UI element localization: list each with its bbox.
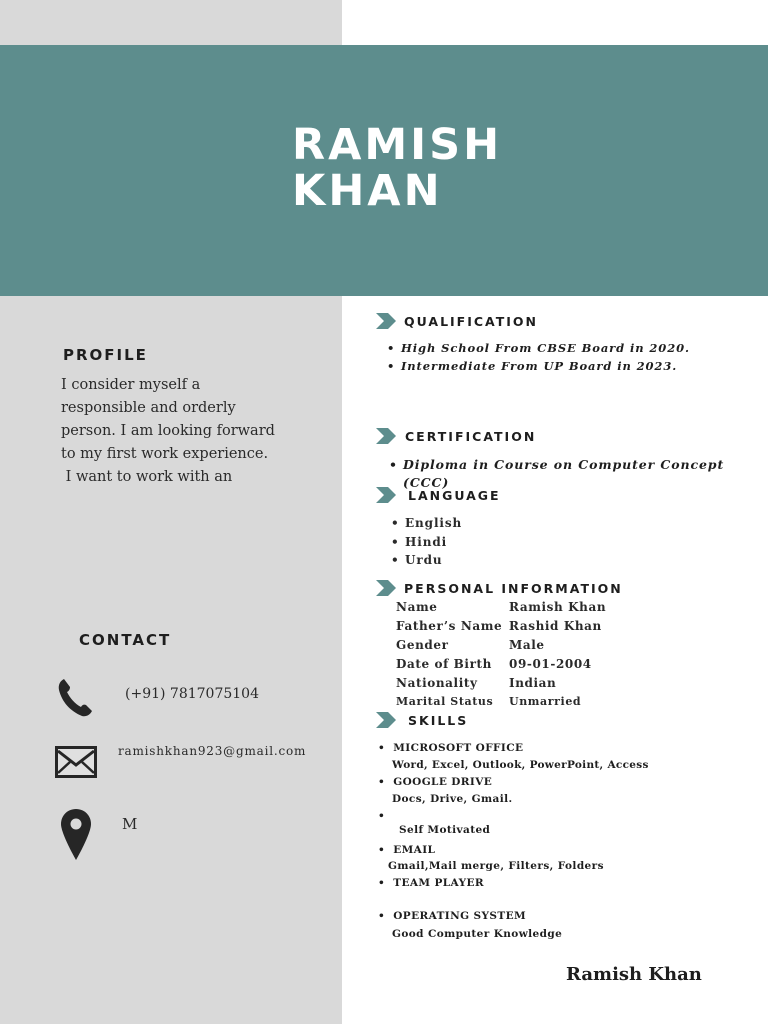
name-line-1: RAMISH: [292, 120, 503, 170]
list-item: • TEAM PLAYER: [378, 877, 485, 889]
skill-detail: Word, Excel, Outlook, PowerPoint, Access: [392, 759, 649, 771]
info-label: Marital Status: [396, 695, 494, 708]
list-item: • OPERATING SYSTEM: [378, 910, 527, 922]
table-row: [396, 616, 606, 635]
info-value: Male: [509, 637, 545, 652]
list-item: • English: [391, 514, 462, 533]
table-row: [396, 597, 606, 616]
profile-heading: PROFILE: [63, 346, 148, 364]
skills-title: SKILLS: [408, 712, 469, 728]
phone-number[interactable]: (+91) 7817075104: [125, 686, 259, 702]
table-row: [396, 692, 606, 711]
language-title: LANGUAGE: [408, 487, 501, 503]
info-label: Date of Birth: [396, 656, 492, 671]
chevron-right-icon: [376, 313, 398, 329]
info-value: Rashid Khan: [509, 618, 602, 633]
list-item: • Intermediate From UP Board in 2023.: [387, 357, 690, 375]
profile-line: I want to work with an: [61, 469, 233, 485]
list-item: • Hindi: [391, 533, 462, 552]
info-label: Father’s Name: [396, 618, 503, 633]
info-label: Gender: [396, 637, 449, 652]
skill-detail: Self Motivated: [399, 824, 491, 836]
list-item: • MICROSOFT OFFICE: [378, 742, 524, 754]
chevron-right-icon: [376, 487, 398, 503]
profile-line: to my first work experience.: [61, 446, 269, 462]
skill-detail: Gmail,Mail merge, Filters, Folders: [388, 860, 604, 872]
skill-detail: Good Computer Knowledge: [392, 928, 563, 940]
chevron-right-icon: [376, 428, 398, 444]
chevron-right-icon: [376, 712, 398, 728]
info-value: 09-01-2004: [509, 656, 592, 671]
name-line-2: KHAN: [292, 166, 443, 216]
personal-info-header: [376, 580, 623, 596]
profile-line: I consider myself a: [61, 377, 201, 393]
contact-heading: CONTACT: [79, 631, 172, 649]
page-title: [292, 122, 502, 214]
info-value: Indian: [509, 675, 557, 690]
qualification-title: QUALIFICATION: [404, 313, 539, 329]
list-item: • High School From CBSE Board in 2020.: [387, 339, 690, 357]
certification-header: [376, 428, 536, 444]
email-address[interactable]: ramishkhan923@gmail.com: [118, 744, 307, 758]
info-label: Name: [396, 599, 438, 614]
personal-info-title: PERSONAL INFORMATION: [404, 580, 623, 596]
certification-title: CERTIFICATION: [405, 428, 537, 444]
personal-info-table: [396, 597, 606, 711]
info-label: Nationality: [396, 675, 478, 690]
list-item: • GOOGLE DRIVE: [378, 776, 493, 788]
table-row: [396, 635, 606, 654]
info-value: Unmarried: [509, 695, 582, 708]
location-text: M: [122, 815, 138, 833]
list-item: • Urdu: [391, 551, 462, 570]
profile-line: responsible and orderly: [61, 400, 236, 416]
list-item: • EMAIL: [378, 844, 436, 856]
list-item: • Diploma in Course on Computer Concept (CCC): [389, 456, 768, 492]
skill-detail: Docs, Drive, Gmail.: [392, 793, 513, 805]
map-pin-icon: [60, 808, 92, 866]
language-list: [391, 514, 462, 570]
profile-line: person. I am looking forward: [61, 423, 275, 439]
skills-header: [376, 712, 468, 728]
profile-text: [61, 374, 301, 489]
table-row: [396, 673, 606, 692]
signature-name: Ramish Khan: [566, 964, 702, 985]
qualification-header: [376, 313, 538, 329]
phone-icon: [56, 676, 96, 722]
chevron-right-icon: [376, 580, 398, 596]
envelope-icon: [54, 744, 98, 784]
info-value: Ramish Khan: [509, 599, 607, 614]
list-item: •: [378, 810, 386, 822]
language-header: [376, 487, 501, 503]
qualification-list: [387, 339, 690, 375]
table-row: [396, 654, 606, 673]
